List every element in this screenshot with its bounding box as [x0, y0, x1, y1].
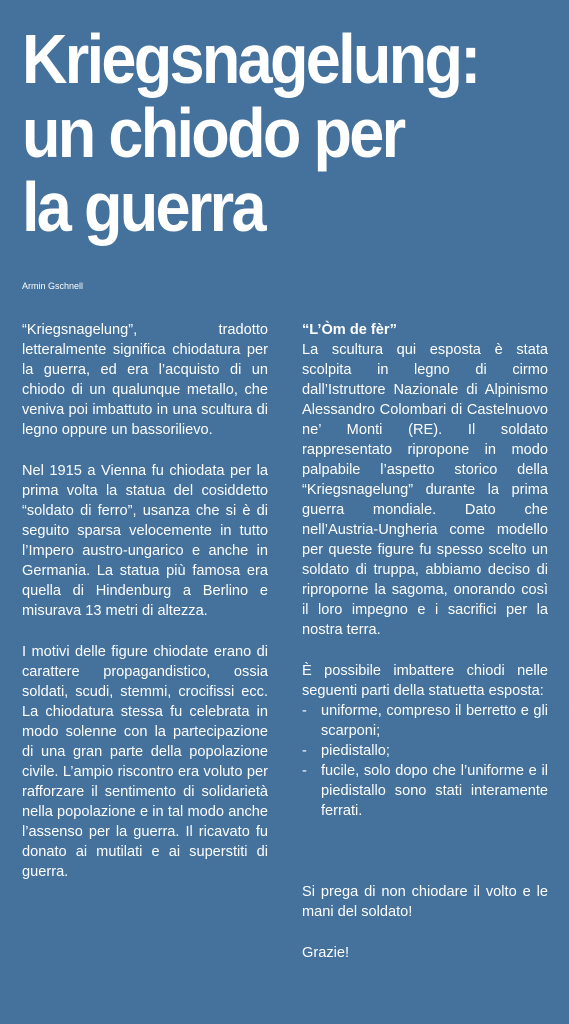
page-title	[22, 22, 562, 244]
right-paragraph-2: È possibile imbattere chiodi nelle seguenti parti della statuetta esposta:	[302, 663, 548, 699]
title-line-1: Kriegsnagelung:	[22, 20, 479, 98]
spacer	[302, 842, 548, 882]
left-paragraph-3: I motivi delle figure chiodate erano di carattere propagandistico, ossia soldati, scudi, stemmi, crocifissi ecc. La chiodatura stessa fu celebrata in modo solenne con la partecipazione di una gran parte della popolazione civile. L’ampio riscontro era voluto per rafforzare il sentimento di solidarietà nella popolazione e in tal modo anche l’assenso per la guerra. Il ricavato fu donato ai mutilati e ai superstiti di guerra.	[22, 644, 268, 880]
left-paragraph-2: Nel 1915 a Vienna fu chiodata per la prima volta la statua del cosiddetto “soldato di ferro”, usanza che si è di seguito sparsa velocemente in tutto l’Impero austro-ungarico e anche in Germania. La statua più famosa era quella di Hindenburg a Berlino e misurava 13 metri di altezza.	[22, 463, 268, 619]
left-column	[22, 320, 268, 903]
section-subheading: “L’Òm de fèr”	[302, 322, 397, 338]
right-column	[302, 320, 548, 984]
list-item: - uniforme, compreso il berretto e gli scarponi;	[302, 701, 548, 741]
author-credit: Armin Gschnell	[22, 281, 84, 291]
nailing-parts-list	[302, 701, 548, 821]
list-item: - piedistallo;	[302, 741, 548, 761]
closing-thanks: Grazie!	[302, 945, 350, 961]
right-section	[302, 320, 548, 640]
right-paragraph-1: La scultura qui esposta è stata scolpita in legno di cirmo dall’Istruttore Nazionale di Alpinismo Alessandro Colombari di Castelnuovo ne’ Monti (RE). Il soldato rappresentato ripropone in modo palpabile l’aspetto storico della “Kriegsnagelung” durante la prima guerra mondiale. Dato che nell’Austria-Ungheria come modello per queste figure fu spesso scelto un soldato di truppa, abbiamo deciso di riproporne la sagoma, onorando così il loro impegno e i sacrifici per la nostra terra.	[302, 342, 548, 638]
list-item: - fucile, solo dopo che l’uniforme e il piedistallo sono stati interamente ferrati.	[302, 761, 548, 821]
request-paragraph: Si prega di non chiodare il volto e le mani del soldato!	[302, 884, 548, 920]
title-line-3: la guerra	[22, 168, 264, 246]
title-line-2: un chiodo per	[22, 94, 404, 172]
left-paragraph-1: “Kriegsnagelung”, tradotto letteralmente significa chiodatura per la guerra, ed era l’acquisto di un chiodo di un qualunque metallo, che veniva poi imbattuto in una scultura di legno oppure un bassorilievo.	[22, 322, 268, 438]
